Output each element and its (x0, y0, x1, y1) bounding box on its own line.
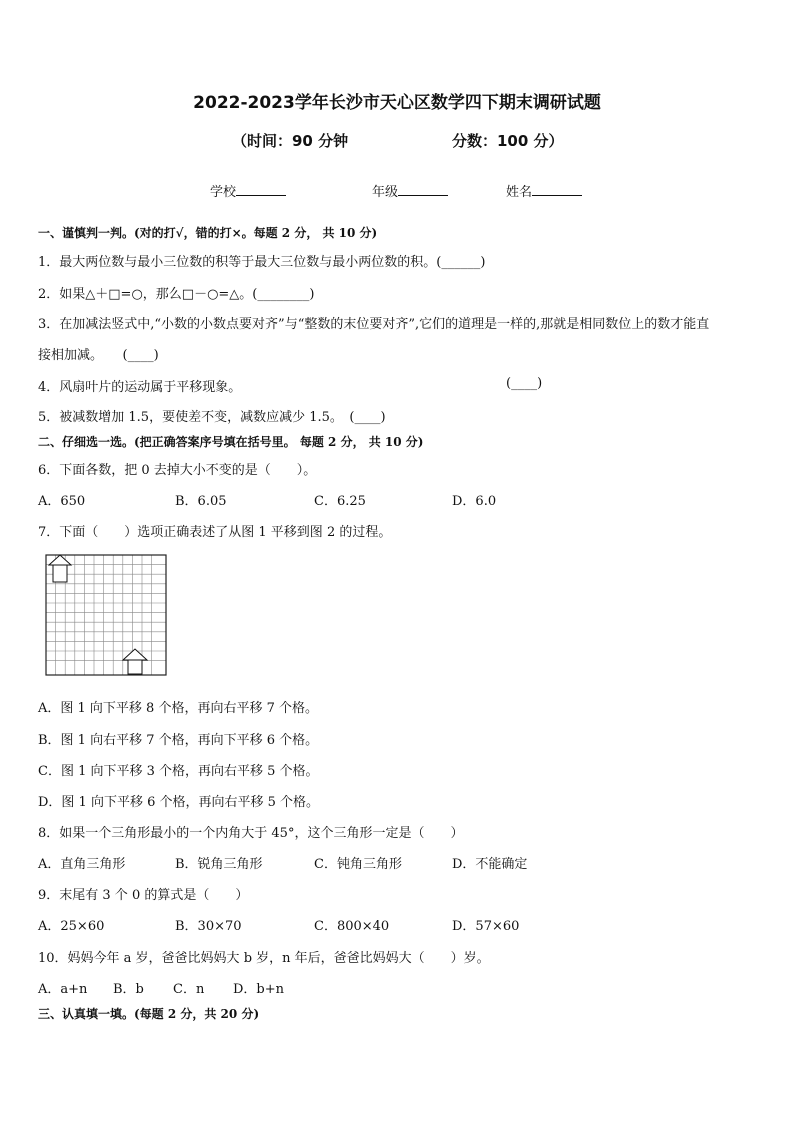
q9-option-d: D．57×60 (452, 919, 520, 934)
q7-option-b: B．图 1 向右平移 7 个格，再向下平移 6 个格。 (38, 733, 319, 748)
grade-field[interactable] (372, 181, 448, 200)
grade-label: 年级 (372, 185, 399, 200)
question-10: 10．妈妈今年 a 岁，爸爸比妈妈大 b 岁，n 年后，爸爸比妈妈大（ ）岁。 (38, 951, 490, 966)
q6-option-d: D．6.0 (452, 494, 497, 509)
school-field[interactable] (210, 181, 286, 200)
school-label: 学校 (210, 185, 237, 200)
name-field[interactable] (506, 181, 582, 200)
q9-option-b: B．30×70 (175, 919, 242, 934)
question-5: 5．被减数增加 1.5，要使差不变，减数应减少 1.5。 (____) (38, 410, 386, 425)
exam-time: （时间：90 分钟 (232, 132, 349, 150)
section2-heading: 二、仔细选一选。(把正确答案序号填在括号里。 每题 2 分， 共 10 分) (38, 435, 424, 449)
question-4: 4．风扇叶片的运动属于平移现象。 (38, 380, 242, 395)
shape-2 (123, 649, 147, 674)
q9-option-c: C．800×40 (314, 919, 390, 934)
section3-heading: 三、认真填一填。(每题 2 分，共 20 分) (38, 1007, 260, 1021)
page-title: 2022-2023学年长沙市天心区数学四下期末调研试题 (193, 93, 601, 113)
question-1: 1．最大两位数与最小三位数的积等于最大三位数与最小两位数的积。(______) (38, 255, 486, 270)
section1-heading: 一、谨慎判一判。(对的打√，错的打×。每题 2 分， 共 10 分) (38, 226, 378, 240)
q10-option-c: C．n (173, 982, 205, 997)
shape-1 (49, 555, 71, 582)
question-3-line1: 3．在加减法竖式中,“小数的小数点要对齐”与“整数的末位要对齐”,它们的道理是一样的,那就是相同数位上的数才能直 (38, 317, 710, 332)
q10-option-d: D．b+n (233, 982, 285, 997)
q7-option-c: C．图 1 向下平移 3 个格，再向右平移 5 个格。 (38, 764, 319, 779)
q6-option-a: A．650 (38, 494, 86, 509)
exam-score: 分数：100 分） (452, 132, 564, 150)
q10-option-a: A．a+n (38, 982, 88, 997)
name-label: 姓名 (506, 185, 533, 200)
translation-grid-figure (44, 553, 168, 681)
q8-option-c: C．钝角三角形 (314, 857, 402, 872)
question-4-blank: (____) (506, 376, 543, 391)
grid-svg (44, 553, 168, 677)
question-9: 9．末尾有 3 个 0 的算式是（ ） (38, 888, 249, 903)
question-6: 6．下面各数，把 0 去掉大小不变的是（ ）。 (38, 463, 317, 478)
question-3-line2: 接相加减。 (____) (38, 348, 159, 363)
q8-option-b: B．锐角三角形 (175, 857, 263, 872)
question-2: 2．如果△＋□=○，那么□－○=△。(________) (38, 287, 315, 302)
q10-option-b: B．b (113, 982, 144, 997)
question-7: 7．下面（ ）选项正确表述了从图 1 平移到图 2 的过程。 (38, 525, 392, 540)
question-8: 8．如果一个三角形最小的一个内角大于 45°，这个三角形一定是（ ） (38, 826, 464, 841)
q6-option-b: B．6.05 (175, 494, 227, 509)
q6-option-c: C．6.25 (314, 494, 366, 509)
q9-option-a: A．25×60 (38, 919, 105, 934)
q7-option-d: D．图 1 向下平移 6 个格，再向右平移 5 个格。 (38, 795, 320, 810)
q7-option-a: A．图 1 向下平移 8 个格，再向右平移 7 个格。 (38, 701, 318, 716)
q8-option-d: D．不能确定 (452, 857, 528, 872)
q8-option-a: A．直角三角形 (38, 857, 126, 872)
